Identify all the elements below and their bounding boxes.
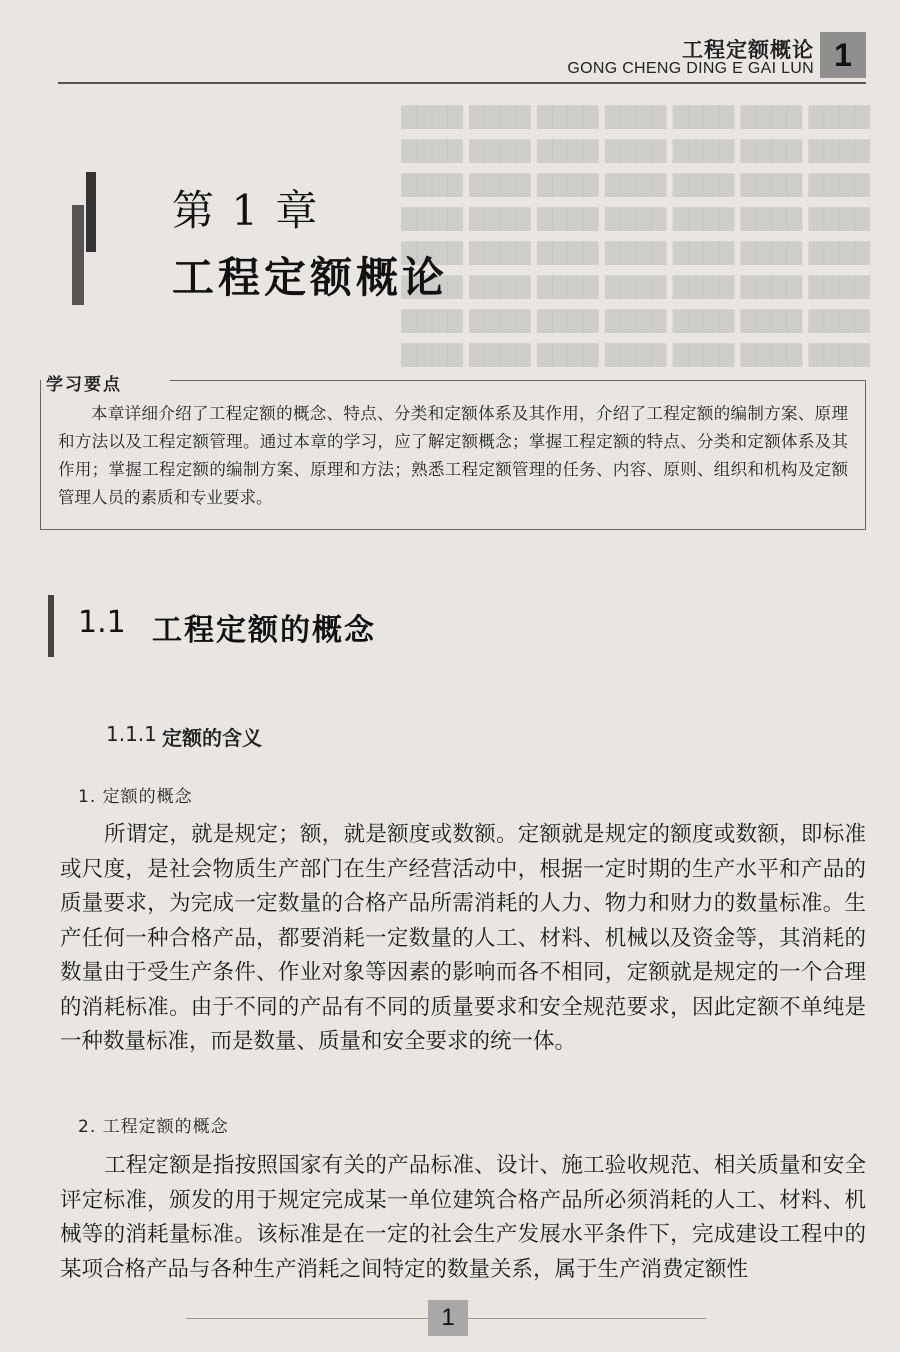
chapter-decor-bar-2 — [72, 205, 84, 305]
study-points-heading: 学习要点 — [46, 375, 122, 395]
chapter-decor-bar — [86, 172, 96, 252]
subsection-title: 定额的含义 — [162, 726, 262, 750]
chapter-number: 第 1 章 — [172, 186, 320, 235]
bleed-through-texture: ████ ████ ████ ████ ████ ████ ████ ████ ████ ████ ████ ████ ████ ████ ████ ████ ████ ████ ████ ████ ████ ████ ████ ████ ████ ████ ████ ████ ████ ████ ████ ████ ████ ████ ████ ████ ████ ████ ████ ████ ████ ████ ████ ████ ████ ████ ████ ████ ████ ████ ████ ████ ████ ████ ████ ████ — [401, 105, 870, 367]
section-number: 1.1 — [78, 605, 126, 640]
header-rule — [58, 82, 866, 84]
subsection-number: 1.1.1 — [106, 722, 157, 746]
body-paragraph: 工程定额是指按照国家有关的产品标准、设计、施工验收规范、相关质量和安全评定标准，颁发的用于规定完成某一单位建筑合格产品所必须消耗的人工、材料、机械等的消耗量标准。该标准是在一定的社会生产发展水平条件下，完成建设工程中的某项合格产品与各种生产消耗之间特定的数量关系，属于生产消费定额性 — [60, 1153, 866, 1282]
page-number: 1 — [428, 1300, 468, 1336]
running-header-subtitle: GONG CHENG DING E GAI LUN — [567, 60, 814, 77]
study-box-top-line — [170, 380, 866, 381]
chapter-number-badge: 1 — [820, 32, 866, 78]
chapter-title: 工程定额概论 — [172, 253, 449, 302]
section-title: 工程定额的概念 — [152, 613, 376, 648]
running-header-title: 工程定额概论 — [682, 38, 814, 62]
study-points-text: 本章详细介绍了工程定额的概念、特点、分类和定额体系及其作用，介绍了工程定额的编制方案、原理和方法以及工程定额管理。通过本章的学习，应了解定额概念；掌握工程定额的特点、分类和定额体系及其作用；掌握工程定额的编制方案、原理和方法；熟悉工程定额管理的任务、内容、原则、组织和机构及定额管理人员的素质和专业要求。 — [58, 404, 848, 507]
item-heading: 1. 定额的概念 — [78, 787, 193, 807]
body-paragraph: 所谓定，就是规定；额，就是额度或数额。定额就是规定的额度或数额，即标准或尺度，是社会物质生产部门在生产经营活动中，根据一定时期的生产水平和产品的质量要求，为完成一定数量的合格产品所需消耗的人力、物力和财力的数量标准。生产任何一种合格产品，都要消耗一定数量的人工、材料、机械以及资金等，其消耗的数量由于受生产条件、作业对象等因素的影响而各不相同，定额就是规定的一个合理的消耗标准。由于不同的产品有不同的质量要求和安全规范要求，因此定额不单纯是一种数量标准，而是数量、质量和安全要求的统一体。 — [60, 822, 866, 1054]
item-heading: 2. 工程定额的概念 — [78, 1117, 229, 1137]
section-decor-bar — [48, 595, 54, 657]
